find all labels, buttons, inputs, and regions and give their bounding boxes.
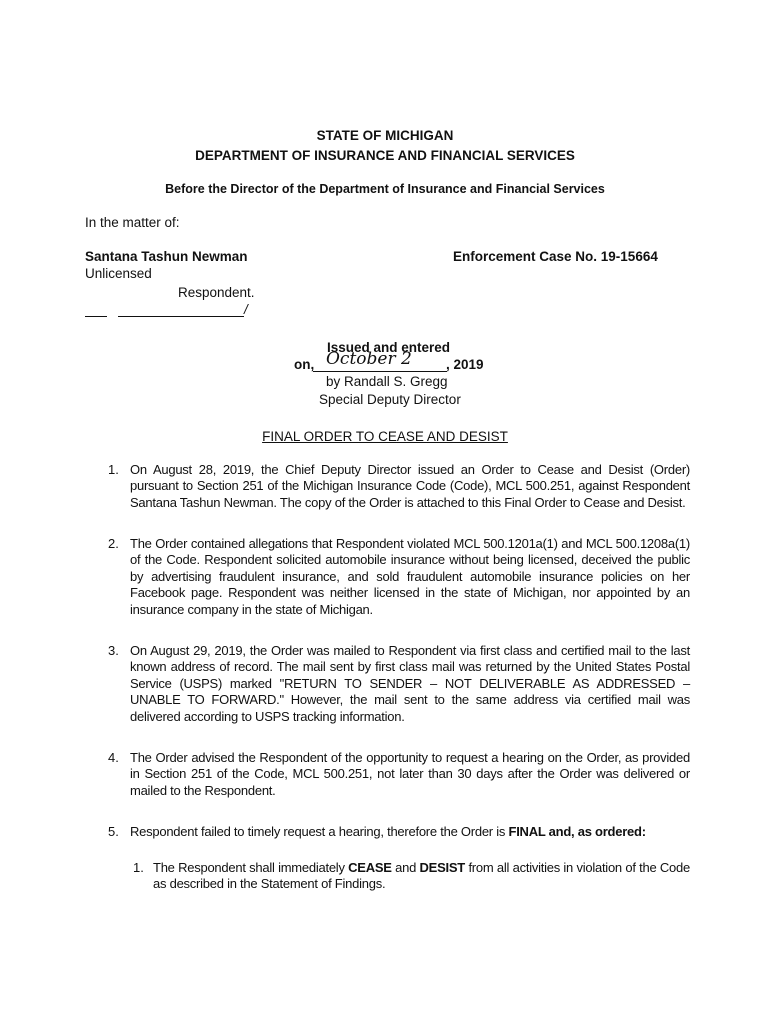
issued-by: by Randall S. Gregg [326, 374, 448, 389]
issued-year: , 2019 [446, 357, 484, 372]
in-the-matter-label: In the matter of: [85, 215, 180, 230]
paragraph-number: 5. [108, 824, 119, 839]
state-heading: STATE OF MICHIGAN [316, 128, 454, 143]
respondent-name: Santana Tashun Newman [85, 249, 248, 264]
order-title [0, 429, 770, 444]
date-underline [313, 371, 447, 372]
caption-line-long [118, 316, 244, 317]
sub-item-1-post: from all activities in violation of the Code as described in the Statement of Findings. [153, 860, 690, 892]
before-director-line: Before the Director of the Department of Insurance and Financial Services [165, 182, 605, 196]
paragraph-5 [130, 824, 690, 840]
issued-on-label: on, [294, 357, 315, 372]
paragraph-number: 4. [108, 750, 119, 765]
caption-bracket: / [244, 302, 248, 317]
handwritten-date: October 2 [326, 349, 412, 369]
cease-keyword: CEASE [348, 860, 392, 875]
paragraph-1: On August 28, 2019, the Chief Deputy Director issued an Order to Cease and Desist (Order) pursuant to Section 251 of the Michigan Insurance Code (Code), MCL 500.251, against Respondent Santana Tashun Newman. The copy of the Order is attached to this Final Order to Cease and Desist. [130, 462, 690, 510]
paragraph-number: 1. [108, 462, 119, 477]
enforcement-case-number: Enforcement Case No. 19-15664 [453, 249, 658, 264]
desist-keyword: DESIST [419, 860, 465, 875]
license-status: Unlicensed [85, 266, 152, 281]
paragraph-2: The Order contained allegations that Respondent violated MCL 500.1201a(1) and MCL 500.1208a(1) of the Code. Respondent solicited automobile insurance without being licensed, deceived the public by advertising fraudulent insurance, and sold fraudulent automobile insurance policies on her Facebook page. Respondent was neither licensed in the state of Michigan, nor appointed by an insurance company in the state of Michigan. [130, 536, 690, 617]
department-heading: DEPARTMENT OF INSURANCE AND FINANCIAL SERVICES [195, 148, 575, 163]
order-title-text: FINAL ORDER TO CEASE AND DESIST [262, 429, 508, 444]
sub-item-1-mid: and [391, 860, 420, 875]
paragraph-number: 2. [108, 536, 119, 551]
paragraph-3: On August 29, 2019, the Order was mailed to Respondent via first class and certified mail to the last known address of record. The mail sent by first class mail was returned by the United States Postal Service (USPS) marked "RETURN TO SENDER – NOT DELIVERABLE AS ADDRESSED – UNABLE TO FORWARD." However, the mail sent to the same address via certified mail was delivered according to USPS tracking information. [130, 643, 690, 724]
sub-item-number: 1. [133, 860, 144, 875]
sub-item-1-pre: The Respondent shall immediately [153, 860, 349, 875]
paragraph-4: The Order advised the Respondent of the opportunity to request a hearing on the Order, as provided in Section 251 of the Code, MCL 500.251, not later than 30 days after the Order was delivered or mailed to the Respondent. [130, 750, 690, 798]
paragraph-5-text: Respondent failed to timely request a hearing, therefore the Order is [130, 824, 509, 839]
sub-item-1 [153, 860, 690, 893]
paragraph-number: 3. [108, 643, 119, 658]
respondent-role: Respondent. [178, 285, 255, 300]
issued-and-entered: Issued and entered [327, 340, 451, 355]
paragraph-5-final: FINAL and, as ordered: [508, 824, 646, 839]
issuer-title: Special Deputy Director [319, 392, 461, 407]
caption-line-short [85, 316, 107, 317]
